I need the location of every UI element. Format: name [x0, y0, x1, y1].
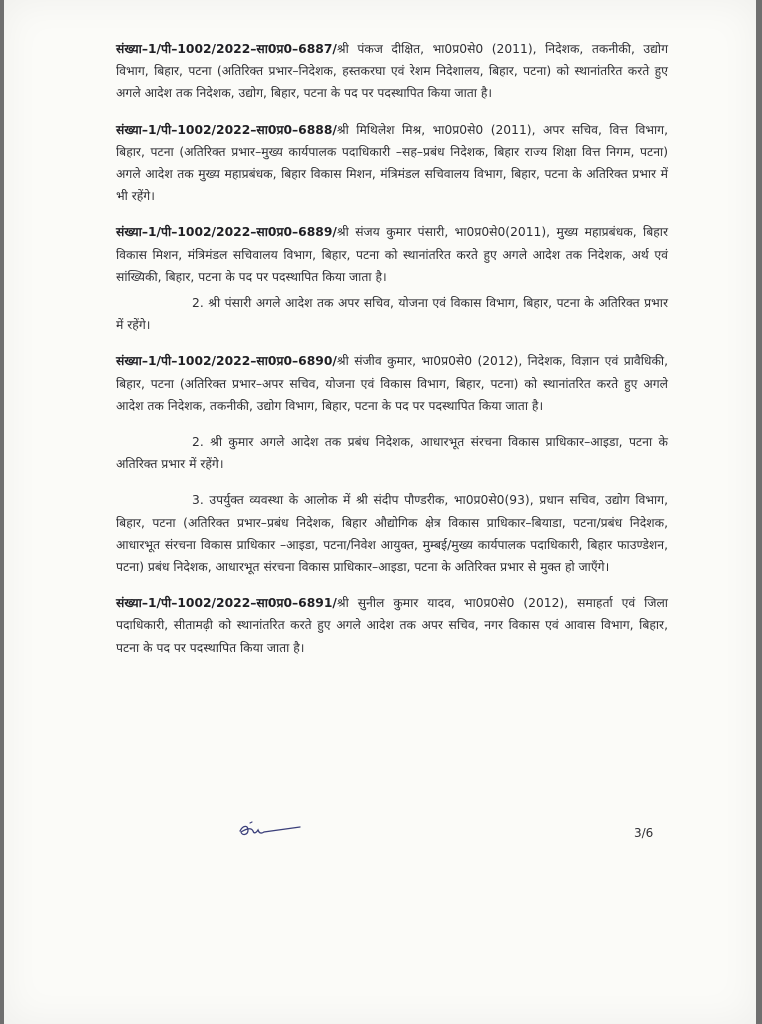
order-paragraph-6888 — [116, 119, 668, 208]
order-text: 2. श्री कुमार अगले आदेश तक प्रबंध निदेशक, आधारभूत संरचना विकास प्राधिकार–आइडा, पटना के अतिरिक्त प्रभार में रहेंगे। — [116, 435, 668, 472]
order-subclause-6890-2 — [116, 431, 668, 475]
order-paragraph-6887 — [116, 38, 668, 105]
document-page — [4, 0, 756, 1024]
order-paragraph-6889 — [116, 221, 668, 288]
order-reference: संख्या–1/पी–1002/2022–सा0प्र0–6889/ — [116, 225, 337, 240]
order-text: श्री पंकज दीक्षित, भा0प्र0से0 (2011), निदेशक, तकनीकी, उद्योग विभाग, बिहार, पटना (अतिरिक्त प्रभार–निदेशक, हस्तकरघा एवं रेशम निदेशालय, बिहार, पटना) को स्थानांतरित करते हुए अगले आदेश तक निदेशक, उद्योग, बिहार, पटना के पद पर पदस्थापित किया जाता है। — [116, 42, 668, 101]
order-text: श्री संजीव कुमार, भा0प्र0से0 (2012), निदेशक, विज्ञान एवं प्रावैधिकी, बिहार, पटना (अतिरिक्त प्रभार–अपर सचिव, योजना एवं विकास विभाग, बिहार, पटना) को स्थानांतरित करते हुए अगले आदेश तक निदेशक, तकनीकी, उद्योग विभाग, बिहार, पटना के पद पर पदस्थापित किया जाता है। — [116, 354, 668, 413]
order-text: 3. उपर्युक्त व्यवस्था के आलोक में श्री संदीप पौण्डरीक, भा0प्र0से0(93), प्रधान सचिव, उद्योग विभाग, बिहार, पटना (अतिरिक्त प्रभार–प्रबंध निदेशक, बिहार औद्योगिक क्षेत्र विकास प्राधिकार–बियाडा, पटना/प्रबंध निदेशक, आधारभूत संरचना विकास प्राधिकार –आइडा, पटना/निवेश आयुक्त, मुम्बई/मुख्य कार्यपालक पदाधिकारी, बिहार फाउण्डेशन, पटना) प्रबंध निदेशक, आधारभूत संरचना विकास प्राधिकार–आइडा, पटना के अतिरिक्त प्रभार से मुक्त हो जाएँगे। — [116, 493, 668, 575]
order-paragraph-6890 — [116, 350, 668, 417]
page-number: 3/6 — [634, 826, 654, 840]
order-paragraph-6891 — [116, 592, 668, 659]
order-subclause-6890-3 — [116, 489, 668, 578]
order-text: 2. श्री पंसारी अगले आदेश तक अपर सचिव, योजना एवं विकास विभाग, बिहार, पटना के अतिरिक्त प्रभार में रहेंगे। — [116, 296, 668, 333]
order-text: श्री सुनील कुमार यादव, भा0प्र0से0 (2012), समाहर्ता एवं जिला पदाधिकारी, सीतामढ़ी को स्थानांतरित करते हुए अगले आदेश तक अपर सचिव, नगर विकास एवं आवास विभाग, बिहार, पटना के पद पर पदस्थापित किया जाता है। — [116, 596, 668, 655]
signature-mark — [234, 817, 304, 845]
document-body — [116, 38, 668, 673]
order-text: श्री मिथिलेश मिश्र, भा0प्र0से0 (2011), अपर सचिव, वित्त विभाग, बिहार, पटना (अतिरिक्त प्रभार–मुख्य कार्यपालक पदाधिकारी –सह–प्रबंध निदेशक, बिहार राज्य शिक्षा वित्त निगम, पटना) अगले आदेश तक मुख्य महाप्रबंधक, बिहार विकास मिशन, मंत्रिमंडल सचिवालय विभाग, बिहार, पटना के अतिरिक्त प्रभार में भी रहेंगे। — [116, 122, 668, 204]
order-reference: संख्या–1/पी–1002/2022–सा0प्र0–6888/ — [116, 122, 337, 137]
order-text: श्री संजय कुमार पंसारी, भा0प्र0से0(2011), मुख्य महाप्रबंधक, बिहार विकास मिशन, मंत्रिमंडल सचिवालय विभाग, बिहार, पटना को स्थानांतरित करते हुए अगले आदेश तक निदेशक, अर्थ एवं सांख्यिकी, बिहार, पटना के पद पर पदस्थापित किया जाता है। — [116, 225, 668, 284]
order-reference: संख्या–1/पी–1002/2022–सा0प्र0–6891/ — [116, 596, 337, 611]
order-subclause-6889-2 — [116, 292, 668, 336]
order-reference: संख्या–1/पी–1002/2022–सा0प्र0–6887/ — [116, 42, 337, 56]
order-reference: संख्या–1/पी–1002/2022–सा0प्र0–6890/ — [116, 354, 337, 369]
